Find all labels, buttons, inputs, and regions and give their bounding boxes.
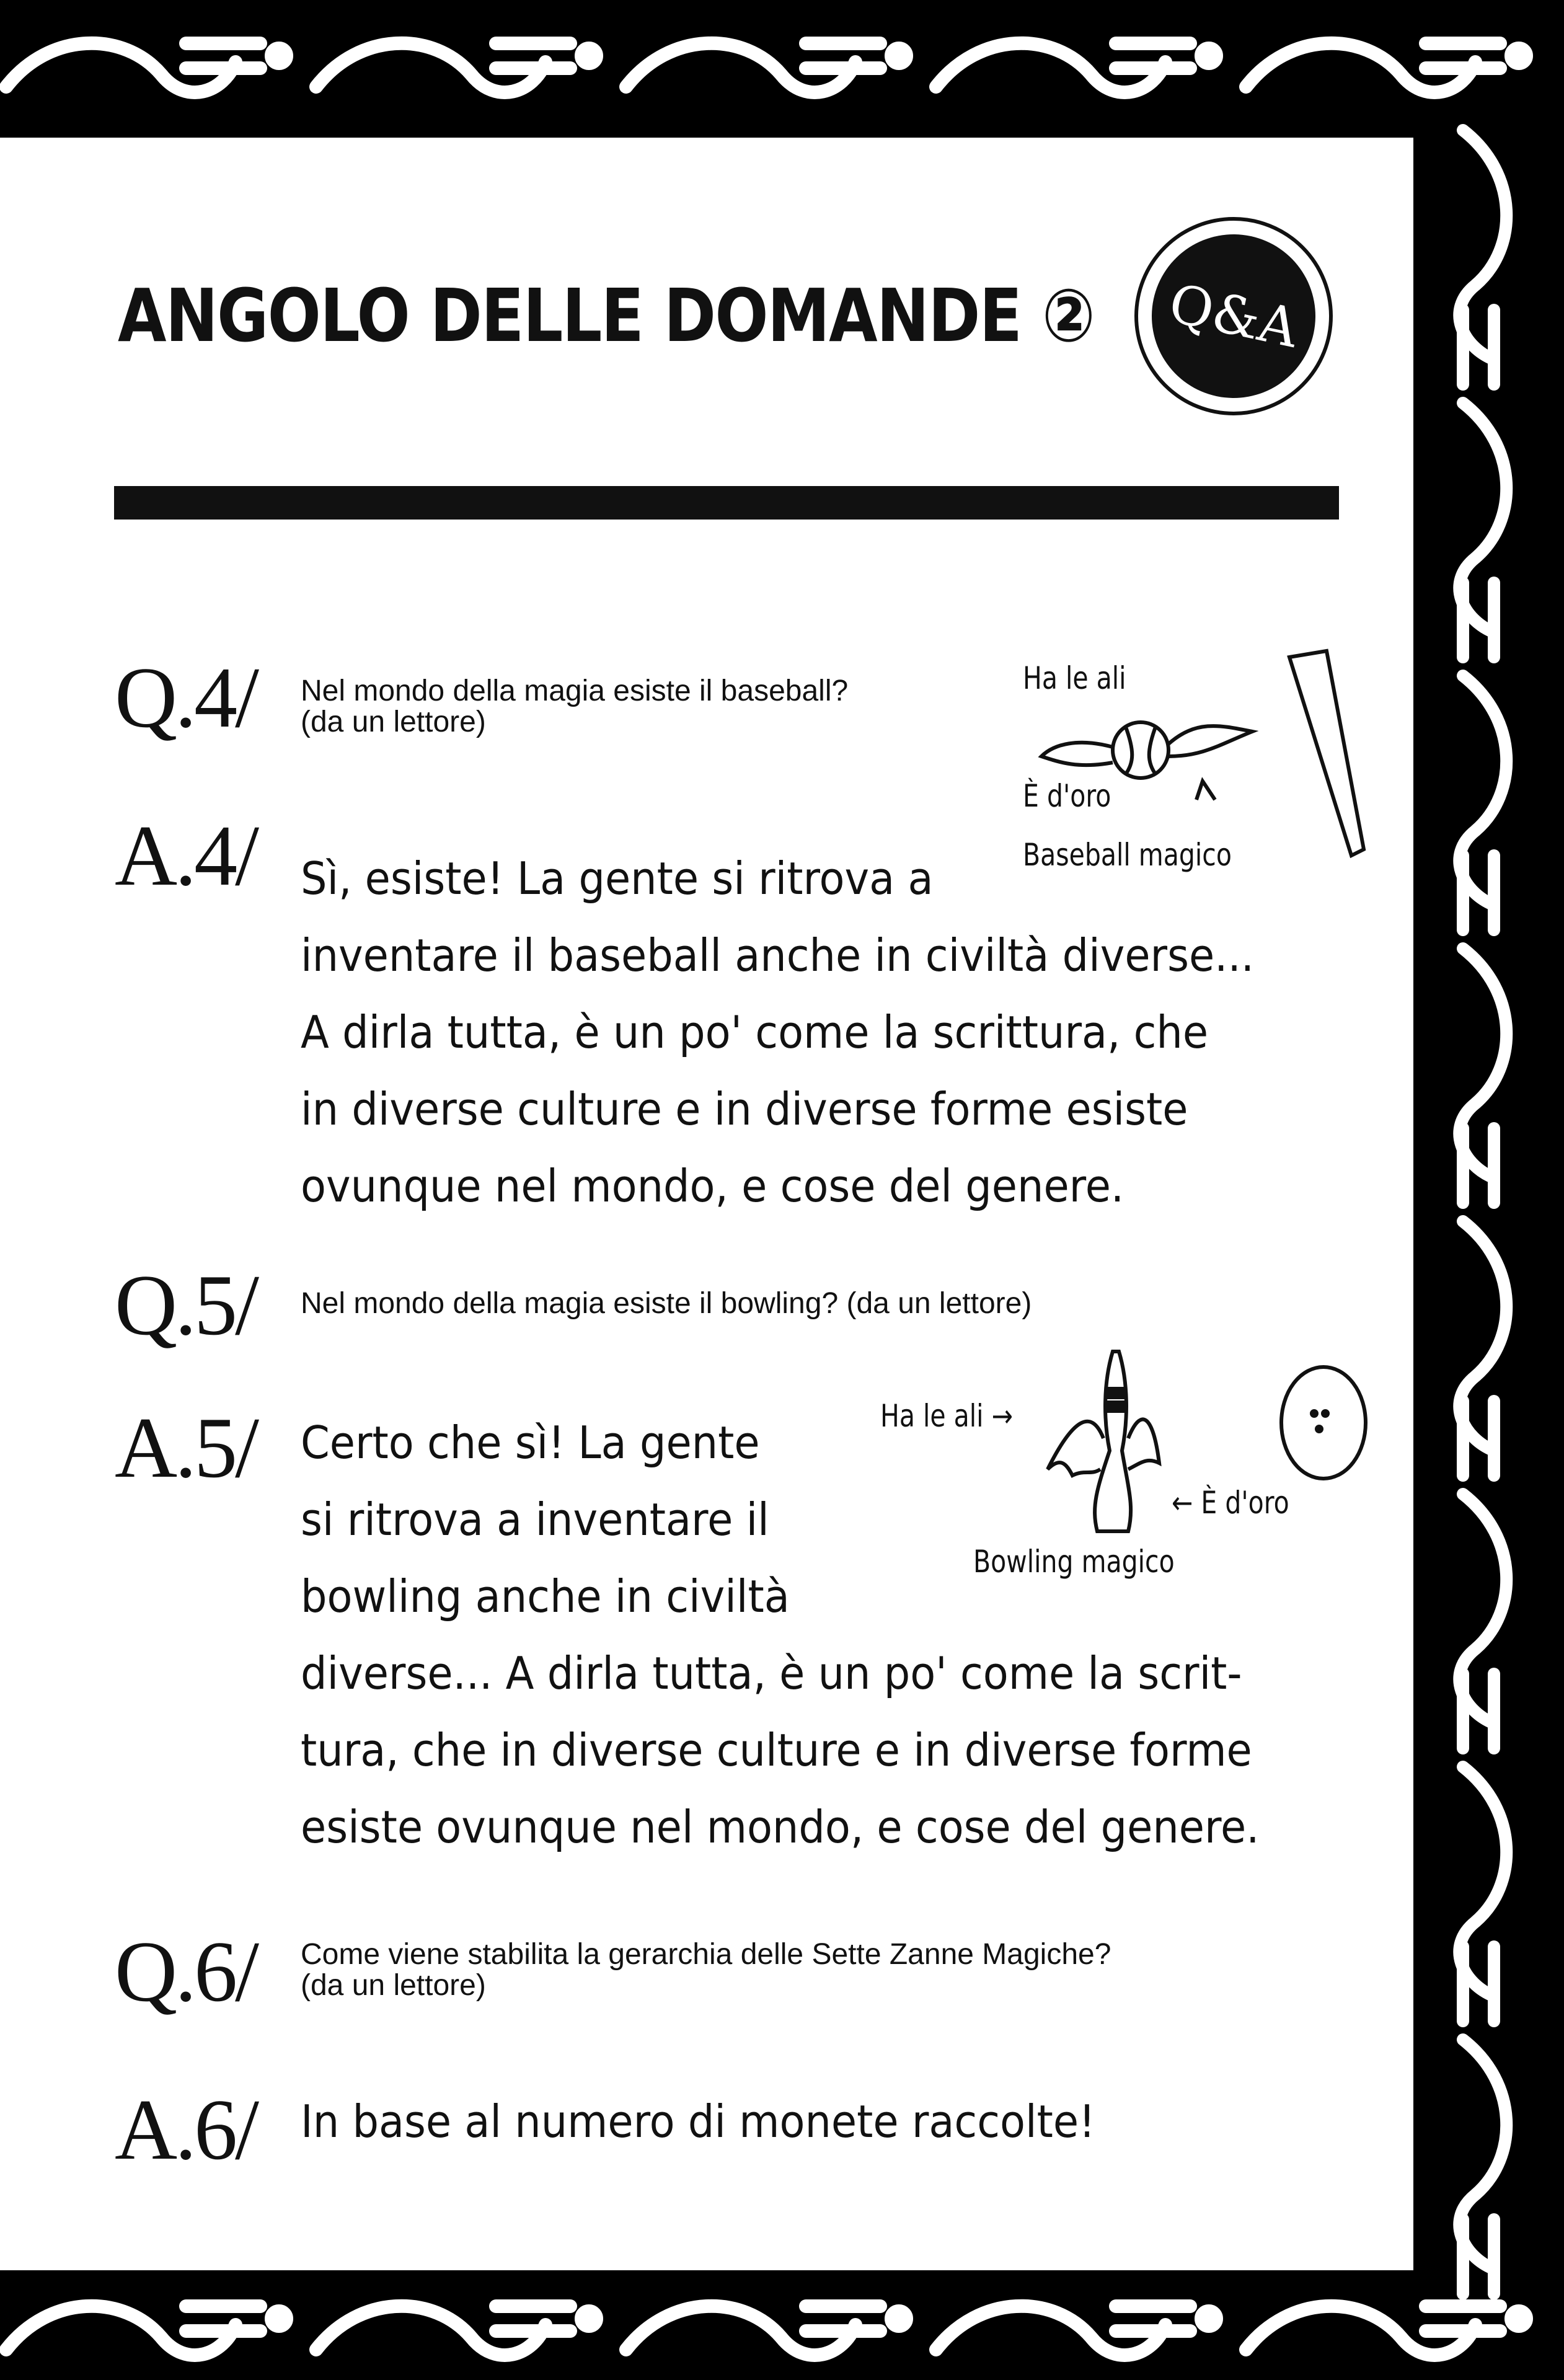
winged-bowling-pin-and-ball-drawing <box>1023 1345 1395 1544</box>
illustration-caption: Bowling magico <box>973 1544 1175 1580</box>
bottom-border-pattern <box>6 2306 1526 2355</box>
top-border-pattern <box>6 43 1526 92</box>
illustration-note: È d'oro <box>1023 778 1111 814</box>
question-text: Nel mondo della magia esiste il baseball? (da un lettore) <box>301 675 849 738</box>
qa-badge-text: Q&A <box>1136 219 1330 413</box>
answer-text: Sì, esiste! La gente si ritrova a inventare il baseball anche in civiltà diverse... A dirla tutta, è un po' come la scrittura, che in diverse culture e in diverse forme esiste ovunque nel mondo, e cose del genere. <box>301 852 1255 1212</box>
illustration-note: Ha le ali <box>1023 660 1126 696</box>
illustration-note: Ha le ali → <box>880 1398 1013 1434</box>
answer-text: Certo che sì! La gente si ritrova a inventare il bowling anche in civiltà diverse... A dirla tutta, è un po' come la scrit- tura, che in diverse culture e in diverse forme esiste ovunque nel mondo, e cose del genere. <box>301 1417 1260 1853</box>
illustration-caption: Baseball magico <box>1023 837 1232 873</box>
question-text: Nel mondo della magia esiste il bowling? (da un lettore) <box>301 1287 1032 1320</box>
right-border-pattern <box>1459 130 1506 2294</box>
page-title: ANGOLO DELLE DOMANDE ② <box>118 273 1095 358</box>
winged-baseball-and-bat-drawing <box>1017 645 1389 880</box>
question-label: Q.5/ <box>115 1257 257 1353</box>
answer-label: A.5/ <box>115 1400 257 1496</box>
question-label: Q.4/ <box>115 650 257 746</box>
answer-label: A.6/ <box>115 2082 257 2178</box>
answer-label: A.4/ <box>115 808 257 904</box>
question-label: Q.6/ <box>115 1924 257 2020</box>
title-divider <box>114 486 1339 520</box>
answer-text: In base al numero di monete raccolte! <box>301 2095 1095 2148</box>
illustration-note: ← È d'oro <box>1172 1485 1289 1521</box>
qa-badge <box>1134 217 1333 415</box>
question-text: Come viene stabilita la gerarchia delle Sette Zanne Magiche? (da un lettore) <box>301 1938 1111 2002</box>
